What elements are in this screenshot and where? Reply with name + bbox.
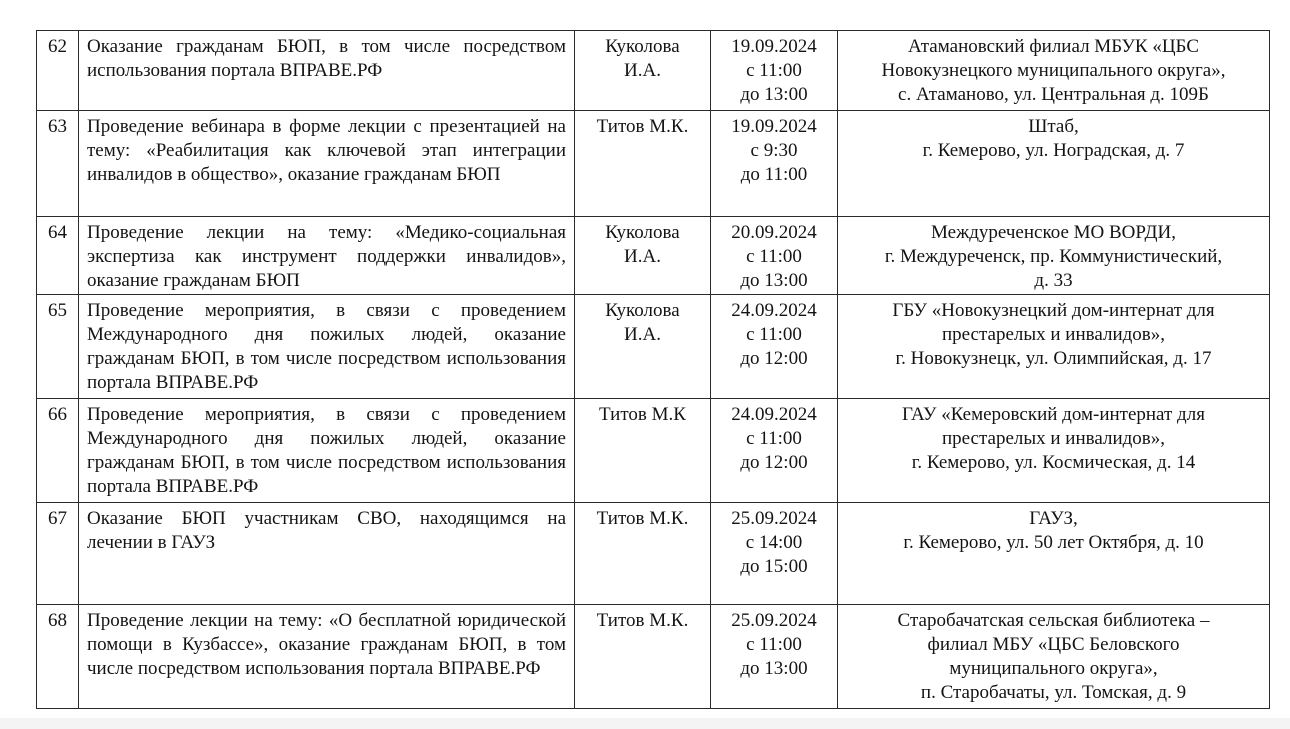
row-number: 64 bbox=[37, 217, 79, 295]
responsible-person: Титов М.К bbox=[575, 399, 711, 503]
table-row bbox=[37, 399, 1270, 503]
event-description: Оказание гражданам БЮП, в том числе посредством использования портала ВПРАВЕ.РФ bbox=[79, 31, 575, 111]
row-number: 62 bbox=[37, 31, 79, 111]
row-number: 65 bbox=[37, 295, 79, 399]
event-datetime: 19.09.2024 с 9:30 до 11:00 bbox=[711, 111, 838, 217]
event-datetime: 20.09.2024 с 11:00 до 13:00 bbox=[711, 217, 838, 295]
event-datetime: 24.09.2024 с 11:00 до 12:00 bbox=[711, 295, 838, 399]
event-location: ГАУЗ, г. Кемерово, ул. 50 лет Октября, д. 10 bbox=[838, 503, 1270, 605]
table-row bbox=[37, 295, 1270, 399]
page-bottom-edge bbox=[0, 718, 1290, 729]
event-datetime: 25.09.2024 с 14:00 до 15:00 bbox=[711, 503, 838, 605]
responsible-person: Титов М.К. bbox=[575, 111, 711, 217]
row-number: 68 bbox=[37, 605, 79, 709]
table-row bbox=[37, 31, 1270, 111]
event-datetime: 25.09.2024 с 11:00 до 13:00 bbox=[711, 605, 838, 709]
event-location: ГБУ «Новокузнецкий дом-интернат для престарелых и инвалидов», г. Новокузнецк, ул. Олимпийская, д. 17 bbox=[838, 295, 1270, 399]
event-datetime: 24.09.2024 с 11:00 до 12:00 bbox=[711, 399, 838, 503]
table-row bbox=[37, 217, 1270, 295]
event-description: Проведение лекции на тему: «Медико-социальная экспертиза как инструмент поддержки инвалидов», оказание гражданам БЮП bbox=[79, 217, 575, 295]
event-location: ГАУ «Кемеровский дом-интернат для престарелых и инвалидов», г. Кемерово, ул. Космическая, д. 14 bbox=[838, 399, 1270, 503]
table-row bbox=[37, 605, 1270, 709]
event-location: Штаб, г. Кемерово, ул. Ноградская, д. 7 bbox=[838, 111, 1270, 217]
table-row bbox=[37, 111, 1270, 217]
responsible-person: Куколова И.А. bbox=[575, 217, 711, 295]
table-row bbox=[37, 503, 1270, 605]
event-location: Междуреченское МО ВОРДИ, г. Междуреченск, пр. Коммунистический, д. 33 bbox=[838, 217, 1270, 295]
row-number: 66 bbox=[37, 399, 79, 503]
row-number: 67 bbox=[37, 503, 79, 605]
event-description: Проведение мероприятия, в связи с проведением Международного дня пожилых людей, оказание гражданам БЮП, в том числе посредством использования портала ВПРАВЕ.РФ bbox=[79, 399, 575, 503]
events-table bbox=[36, 30, 1270, 709]
row-number: 63 bbox=[37, 111, 79, 217]
event-description: Оказание БЮП участникам СВО, находящимся на лечении в ГАУЗ bbox=[79, 503, 575, 605]
event-datetime: 19.09.2024 с 11:00 до 13:00 bbox=[711, 31, 838, 111]
event-location: Старобачатская сельская библиотека – филиал МБУ «ЦБС Беловского муниципального округа», п. Старобачаты, ул. Томская, д. 9 bbox=[838, 605, 1270, 709]
event-location: Атамановский филиал МБУК «ЦБС Новокузнецкого муниципального округа», с. Атаманово, ул. Центральная д. 109Б bbox=[838, 31, 1270, 111]
responsible-person: Титов М.К. bbox=[575, 605, 711, 709]
responsible-person: Куколова И.А. bbox=[575, 295, 711, 399]
event-description: Проведение лекции на тему: «О бесплатной юридической помощи в Кузбассе», оказание гражданам БЮП, в том числе посредством использования портала ВПРАВЕ.РФ bbox=[79, 605, 575, 709]
responsible-person: Титов М.К. bbox=[575, 503, 711, 605]
responsible-person: Куколова И.А. bbox=[575, 31, 711, 111]
event-description: Проведение вебинара в форме лекции с презентацией на тему: «Реабилитация как ключевой этап интеграции инвалидов в общество», оказание гражданам БЮП bbox=[79, 111, 575, 217]
event-description: Проведение мероприятия, в связи с проведением Международного дня пожилых людей, оказание гражданам БЮП, в том числе посредством использования портала ВПРАВЕ.РФ bbox=[79, 295, 575, 399]
